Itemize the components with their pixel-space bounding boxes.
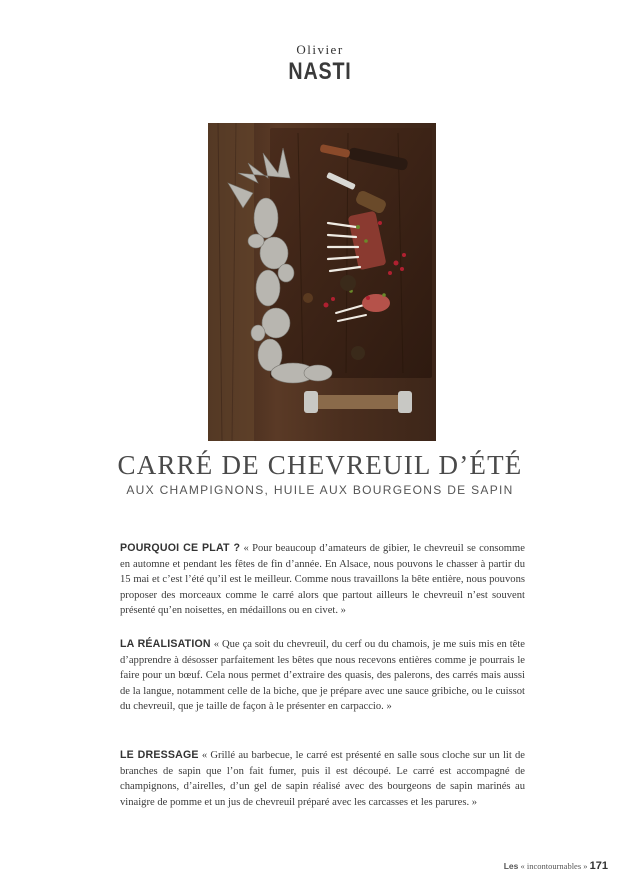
section-text: « Pour beaucoup d’amateurs de gibier, le chevreuil se consomme en automne et pendant les fêtes de fin d’année. En Alsace, nous pouvons le chasser à partir du 15 mai et c’est l’été qu’il est le meilleur. Comme nous travaillons la bête entière, nous pouvons proposer des morceaux comme le carré alors que partout ailleurs le chevreuil n’est souvent présenté qu’en noisettes, en médaillons ou en civet. »	[120, 543, 525, 617]
section-lead: POURQUOI CE PLAT ?	[120, 542, 241, 554]
dish-photo	[208, 123, 436, 441]
dish-title: CARRÉ DE CHEVREUIL D’ÉTÉ	[117, 450, 523, 480]
dish-subtitle: AUX CHAMPIGNONS, HUILE AUX BOURGEONS DE SAPIN	[126, 483, 514, 497]
page-number: 171	[589, 860, 608, 872]
chef-first-name: Olivier	[296, 42, 344, 57]
section-lead: LA RÉALISATION	[120, 638, 211, 650]
footer-magazine: « incontournables »	[518, 861, 590, 871]
chef-last-name: NASTI	[288, 58, 352, 85]
section-dressage	[120, 748, 525, 810]
section-pourquoi	[120, 541, 525, 619]
section-lead: LE DRESSAGE	[120, 749, 199, 761]
section-text: « Que ça soit du chevreuil, du cerf ou du chamois, je me suis mis en tête d’apprendre à désosser parfaitement les bêtes que nous recevons entières comme je pourrais le faire pour un bœuf. Cela nous permet d’extraire des quasis, des palerons, des carrés mais aussi de la langue, notamment celle de la biche, que je prépare avec une sauce gribiche, ou le cuissot du chevreuil, que je taille de façon à le présenter en carpaccio. »	[120, 639, 525, 713]
section-text: « Grillé au barbecue, le carré est présenté en salle sous cloche sur un lit de branches de sapin que l’on fait fumer, puis il est découpé. Le carré est accompagné de champignons, d’airelles, d’un gel de sapin réalisé avec des bourgeons de sapin marinés au vinaigre de pomme et un jus de chevreuil préparé avec les carcasses et les parures. »	[120, 750, 526, 808]
page-footer	[504, 860, 608, 872]
section-realisation	[120, 637, 525, 715]
footer-brand: Les	[503, 861, 519, 871]
